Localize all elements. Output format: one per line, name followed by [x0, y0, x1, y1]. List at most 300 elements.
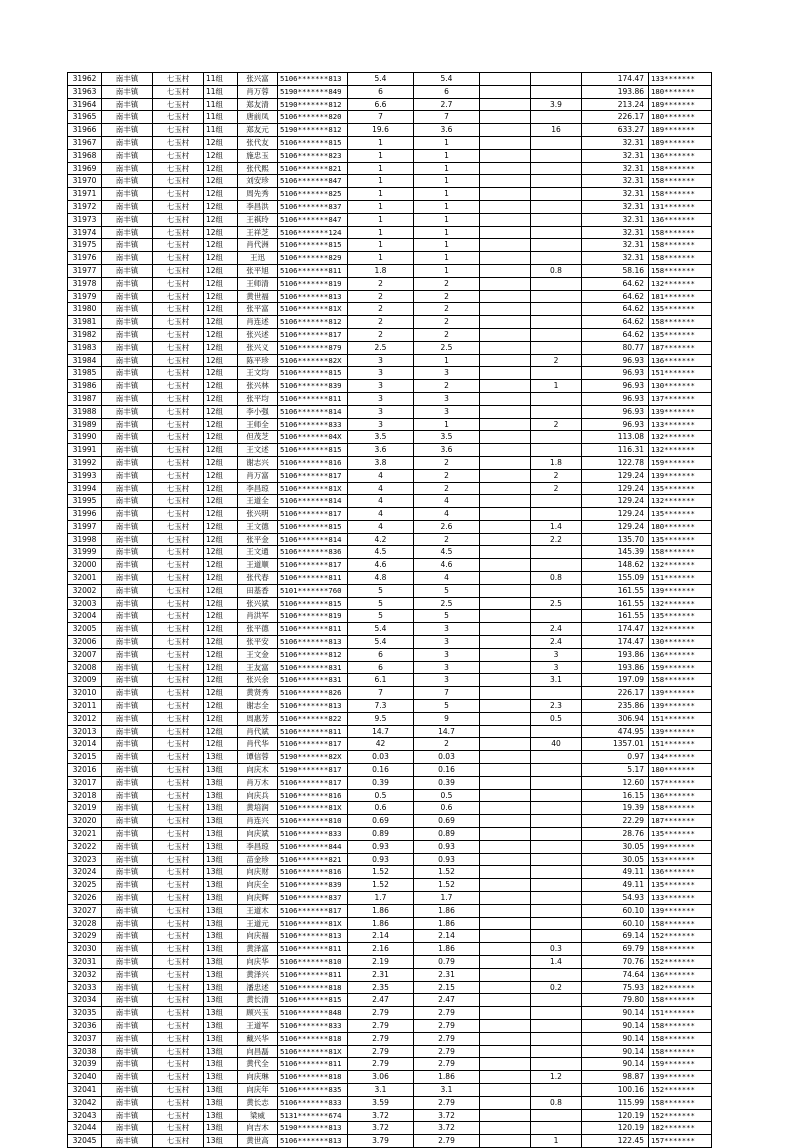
village-cell: 七玉村	[153, 1071, 204, 1084]
table-row	[68, 700, 712, 713]
area-total-cell: 1.86	[348, 917, 414, 930]
amount-cell: 30.05	[582, 853, 649, 866]
name-cell: 张平德	[238, 623, 278, 636]
town-cell: 南丰镇	[102, 226, 153, 239]
row-number: 32024	[68, 866, 102, 879]
name-cell: 王文德	[238, 520, 278, 533]
phone-cell: 158*******	[649, 252, 712, 265]
area-b-cell	[480, 853, 531, 866]
name-cell: 戴兴华	[238, 1032, 278, 1045]
id-number-cell: 5106*******836	[278, 546, 348, 559]
id-number-cell: 5106*******811	[278, 968, 348, 981]
area-b-cell	[480, 1071, 531, 1084]
area-b-cell	[480, 136, 531, 149]
id-number-cell: 5106*******816	[278, 866, 348, 879]
area-total-cell: 5	[348, 610, 414, 623]
amount-cell: 49.11	[582, 879, 649, 892]
town-cell: 南丰镇	[102, 738, 153, 751]
group-cell: 13组	[204, 751, 238, 764]
table-row	[68, 853, 712, 866]
id-number-cell: 5106*******816	[278, 456, 348, 469]
row-number: 31985	[68, 367, 102, 380]
group-cell: 12组	[204, 648, 238, 661]
town-cell: 南丰镇	[102, 367, 153, 380]
area-a-cell: 0.69	[414, 815, 480, 828]
table-row	[68, 392, 712, 405]
phone-cell: 139*******	[649, 687, 712, 700]
name-cell: 郑友元	[238, 124, 278, 137]
id-number-cell: 5106*******815	[278, 136, 348, 149]
table-row	[68, 73, 712, 86]
area-total-cell: 2.79	[348, 1019, 414, 1032]
area-total-cell: 3	[348, 354, 414, 367]
area-c-cell	[531, 559, 582, 572]
name-cell: 李昌琼	[238, 840, 278, 853]
area-b-cell	[480, 175, 531, 188]
village-cell: 七玉村	[153, 815, 204, 828]
area-total-cell: 2.31	[348, 968, 414, 981]
area-total-cell: 19.6	[348, 124, 414, 137]
group-cell: 13组	[204, 1045, 238, 1058]
name-cell: 王文均	[238, 367, 278, 380]
id-number-cell: 5106*******813	[278, 636, 348, 649]
area-b-cell	[480, 764, 531, 777]
name-cell: 但茂芝	[238, 431, 278, 444]
amount-cell: 30.05	[582, 840, 649, 853]
area-b-cell	[480, 687, 531, 700]
area-total-cell: 0.6	[348, 802, 414, 815]
area-c-cell	[531, 994, 582, 1007]
row-number: 31970	[68, 175, 102, 188]
area-b-cell	[480, 776, 531, 789]
town-cell: 南丰镇	[102, 456, 153, 469]
area-c-cell: 2.3	[531, 700, 582, 713]
area-a-cell: 1.86	[414, 943, 480, 956]
area-c-cell: 2	[531, 469, 582, 482]
phone-cell: 153*******	[649, 853, 712, 866]
area-total-cell: 42	[348, 738, 414, 751]
group-cell: 12组	[204, 533, 238, 546]
id-number-cell: 5106*******821	[278, 853, 348, 866]
area-c-cell	[531, 73, 582, 86]
name-cell: 张平均	[238, 392, 278, 405]
area-a-cell: 0.89	[414, 828, 480, 841]
group-cell: 13组	[204, 815, 238, 828]
village-cell: 七玉村	[153, 1019, 204, 1032]
amount-cell: 174.47	[582, 623, 649, 636]
town-cell: 南丰镇	[102, 85, 153, 98]
area-c-cell	[531, 725, 582, 738]
area-c-cell: 40	[531, 738, 582, 751]
row-number: 32015	[68, 751, 102, 764]
area-b-cell	[480, 866, 531, 879]
phone-cell: 151*******	[649, 1007, 712, 1020]
row-number: 31991	[68, 444, 102, 457]
amount-cell: 60.10	[582, 917, 649, 930]
amount-cell: 96.93	[582, 392, 649, 405]
group-cell: 13组	[204, 802, 238, 815]
name-cell: 苗金珍	[238, 853, 278, 866]
area-b-cell	[480, 546, 531, 559]
group-cell: 12组	[204, 418, 238, 431]
phone-cell: 158*******	[649, 1045, 712, 1058]
row-number: 31974	[68, 226, 102, 239]
amount-cell: 22.29	[582, 815, 649, 828]
area-a-cell: 2	[414, 328, 480, 341]
area-a-cell: 3	[414, 636, 480, 649]
name-cell: 黄长志	[238, 1096, 278, 1109]
amount-cell: 74.64	[582, 968, 649, 981]
village-cell: 七玉村	[153, 981, 204, 994]
area-b-cell	[480, 149, 531, 162]
amount-cell: 113.08	[582, 431, 649, 444]
area-b-cell	[480, 456, 531, 469]
row-number: 32014	[68, 738, 102, 751]
phone-cell: 135*******	[649, 828, 712, 841]
id-number-cell: 5101*******760	[278, 584, 348, 597]
table-row	[68, 981, 712, 994]
id-number-cell: 5106*******833	[278, 1019, 348, 1032]
area-c-cell	[531, 200, 582, 213]
id-number-cell: 5190*******817	[278, 764, 348, 777]
village-cell: 七玉村	[153, 623, 204, 636]
row-number: 32033	[68, 981, 102, 994]
area-b-cell	[480, 316, 531, 329]
name-cell: 张兴述	[238, 328, 278, 341]
village-cell: 七玉村	[153, 892, 204, 905]
town-cell: 南丰镇	[102, 674, 153, 687]
village-cell: 七玉村	[153, 175, 204, 188]
name-cell: 肖万富	[238, 469, 278, 482]
table-row	[68, 674, 712, 687]
name-cell: 王道全	[238, 495, 278, 508]
row-number: 32041	[68, 1083, 102, 1096]
area-total-cell: 0.89	[348, 828, 414, 841]
row-number: 32004	[68, 610, 102, 623]
area-c-cell	[531, 610, 582, 623]
group-cell: 12组	[204, 188, 238, 201]
id-number-cell: 5106*******835	[278, 1083, 348, 1096]
table-row	[68, 162, 712, 175]
phone-cell: 136*******	[649, 213, 712, 226]
name-cell: 黄贤秀	[238, 687, 278, 700]
area-total-cell: 1	[348, 175, 414, 188]
row-number: 32008	[68, 661, 102, 674]
town-cell: 南丰镇	[102, 1083, 153, 1096]
amount-cell: 0.97	[582, 751, 649, 764]
name-cell: 张平富	[238, 303, 278, 316]
town-cell: 南丰镇	[102, 124, 153, 137]
village-cell: 七玉村	[153, 303, 204, 316]
area-b-cell	[480, 200, 531, 213]
row-number: 31980	[68, 303, 102, 316]
town-cell: 南丰镇	[102, 994, 153, 1007]
area-total-cell: 2.5	[348, 341, 414, 354]
area-a-cell: 0.93	[414, 853, 480, 866]
table-row	[68, 866, 712, 879]
area-total-cell: 3.79	[348, 1135, 414, 1148]
table-row	[68, 226, 712, 239]
row-number: 32021	[68, 828, 102, 841]
area-total-cell: 3.6	[348, 444, 414, 457]
area-total-cell: 1.86	[348, 904, 414, 917]
row-number: 32025	[68, 879, 102, 892]
row-number: 31999	[68, 546, 102, 559]
area-c-cell	[531, 892, 582, 905]
amount-cell: 226.17	[582, 111, 649, 124]
town-cell: 南丰镇	[102, 1007, 153, 1020]
area-b-cell	[480, 239, 531, 252]
row-number: 32022	[68, 840, 102, 853]
table-row	[68, 380, 712, 393]
amount-cell: 90.14	[582, 1045, 649, 1058]
village-cell: 七玉村	[153, 508, 204, 521]
amount-cell: 5.17	[582, 764, 649, 777]
id-number-cell: 5106*******815	[278, 239, 348, 252]
amount-cell: 64.62	[582, 303, 649, 316]
table-row	[68, 1096, 712, 1109]
amount-cell: 161.55	[582, 610, 649, 623]
phone-cell: 157*******	[649, 1135, 712, 1148]
town-cell: 南丰镇	[102, 200, 153, 213]
area-c-cell	[531, 1083, 582, 1096]
table-row	[68, 892, 712, 905]
village-cell: 七玉村	[153, 955, 204, 968]
row-number: 32016	[68, 764, 102, 777]
area-c-cell	[531, 392, 582, 405]
area-b-cell	[480, 431, 531, 444]
table-row	[68, 687, 712, 700]
group-cell: 13组	[204, 1007, 238, 1020]
amount-cell: 633.27	[582, 124, 649, 137]
town-cell: 南丰镇	[102, 162, 153, 175]
table-row	[68, 252, 712, 265]
phone-cell: 132*******	[649, 623, 712, 636]
village-cell: 七玉村	[153, 1007, 204, 1020]
row-number: 32044	[68, 1122, 102, 1135]
town-cell: 南丰镇	[102, 840, 153, 853]
area-a-cell: 4.5	[414, 546, 480, 559]
village-cell: 七玉村	[153, 149, 204, 162]
area-b-cell	[480, 981, 531, 994]
phone-cell: 139*******	[649, 700, 712, 713]
row-number: 31989	[68, 418, 102, 431]
id-number-cell: 5106*******813	[278, 290, 348, 303]
table-row	[68, 316, 712, 329]
village-cell: 七玉村	[153, 802, 204, 815]
town-cell: 南丰镇	[102, 316, 153, 329]
area-a-cell: 3.72	[414, 1109, 480, 1122]
area-a-cell: 1.52	[414, 879, 480, 892]
table-row	[68, 661, 712, 674]
area-a-cell: 2.6	[414, 520, 480, 533]
phone-cell: 132*******	[649, 277, 712, 290]
group-cell: 13组	[204, 776, 238, 789]
group-cell: 12组	[204, 277, 238, 290]
group-cell: 12组	[204, 264, 238, 277]
group-cell: 13组	[204, 1083, 238, 1096]
amount-cell: 96.93	[582, 367, 649, 380]
area-b-cell	[480, 623, 531, 636]
area-a-cell: 1	[414, 162, 480, 175]
phone-cell: 187*******	[649, 341, 712, 354]
row-number: 32018	[68, 789, 102, 802]
name-cell: 王道顺	[238, 559, 278, 572]
group-cell: 13组	[204, 840, 238, 853]
row-number: 32031	[68, 955, 102, 968]
town-cell: 南丰镇	[102, 111, 153, 124]
village-cell: 七玉村	[153, 584, 204, 597]
id-number-cell: 5106*******825	[278, 188, 348, 201]
id-number-cell: 5106*******839	[278, 879, 348, 892]
area-c-cell	[531, 277, 582, 290]
area-c-cell	[531, 508, 582, 521]
group-cell: 12组	[204, 226, 238, 239]
area-c-cell	[531, 789, 582, 802]
area-c-cell: 2.2	[531, 533, 582, 546]
phone-cell: 132*******	[649, 444, 712, 457]
area-b-cell	[480, 828, 531, 841]
area-c-cell: 1.2	[531, 1071, 582, 1084]
name-cell: 李昌洪	[238, 200, 278, 213]
row-number: 32045	[68, 1135, 102, 1148]
area-b-cell	[480, 1109, 531, 1122]
row-number: 31976	[68, 252, 102, 265]
area-b-cell	[480, 444, 531, 457]
amount-cell: 69.79	[582, 943, 649, 956]
phone-cell: 132*******	[649, 495, 712, 508]
town-cell: 南丰镇	[102, 584, 153, 597]
phone-cell: 189*******	[649, 124, 712, 137]
area-a-cell: 3	[414, 392, 480, 405]
table-row	[68, 418, 712, 431]
area-b-cell	[480, 482, 531, 495]
phone-cell: 158*******	[649, 1032, 712, 1045]
amount-cell: 90.14	[582, 1058, 649, 1071]
id-number-cell: 5106*******815	[278, 444, 348, 457]
table-row	[68, 1045, 712, 1058]
village-cell: 七玉村	[153, 73, 204, 86]
id-number-cell: 5106*******823	[278, 149, 348, 162]
village-cell: 七玉村	[153, 239, 204, 252]
town-cell: 南丰镇	[102, 687, 153, 700]
area-c-cell: 3	[531, 648, 582, 661]
group-cell: 12组	[204, 405, 238, 418]
table-row	[68, 636, 712, 649]
area-a-cell: 2.79	[414, 1135, 480, 1148]
table-row	[68, 840, 712, 853]
town-cell: 南丰镇	[102, 264, 153, 277]
town-cell: 南丰镇	[102, 828, 153, 841]
area-b-cell	[480, 802, 531, 815]
village-cell: 七玉村	[153, 1045, 204, 1058]
area-c-cell	[531, 1058, 582, 1071]
phone-cell: 130*******	[649, 380, 712, 393]
area-a-cell: 2.31	[414, 968, 480, 981]
id-number-cell: 5106*******816	[278, 789, 348, 802]
town-cell: 南丰镇	[102, 136, 153, 149]
area-b-cell	[480, 495, 531, 508]
name-cell: 张兴明	[238, 508, 278, 521]
name-cell: 王祥芝	[238, 226, 278, 239]
table-row	[68, 994, 712, 1007]
amount-cell: 64.62	[582, 277, 649, 290]
amount-cell: 135.70	[582, 533, 649, 546]
area-c-cell	[531, 968, 582, 981]
name-cell: 肖洪军	[238, 610, 278, 623]
phone-cell: 182*******	[649, 1122, 712, 1135]
area-a-cell: 1.86	[414, 917, 480, 930]
name-cell: 唐前凤	[238, 111, 278, 124]
group-cell: 13组	[204, 789, 238, 802]
id-number-cell: 5106*******812	[278, 648, 348, 661]
amount-cell: 32.31	[582, 149, 649, 162]
area-a-cell: 1.86	[414, 1071, 480, 1084]
area-b-cell	[480, 111, 531, 124]
phone-cell: 133*******	[649, 73, 712, 86]
amount-cell: 1357.01	[582, 738, 649, 751]
name-cell: 黄世高	[238, 1135, 278, 1148]
town-cell: 南丰镇	[102, 520, 153, 533]
amount-cell: 16.15	[582, 789, 649, 802]
row-number: 31977	[68, 264, 102, 277]
phone-cell: 152*******	[649, 955, 712, 968]
id-number-cell: 5106*******820	[278, 111, 348, 124]
town-cell: 南丰镇	[102, 1071, 153, 1084]
row-number: 31990	[68, 431, 102, 444]
name-cell: 向庆全	[238, 879, 278, 892]
area-b-cell	[480, 162, 531, 175]
name-cell: 张兴富	[238, 73, 278, 86]
phone-cell: 199*******	[649, 840, 712, 853]
group-cell: 11组	[204, 73, 238, 86]
id-number-cell: 5106*******811	[278, 392, 348, 405]
id-number-cell: 5106*******811	[278, 1058, 348, 1071]
group-cell: 12组	[204, 290, 238, 303]
area-total-cell: 3.72	[348, 1122, 414, 1135]
group-cell: 13组	[204, 943, 238, 956]
id-number-cell: 5106*******811	[278, 572, 348, 585]
area-total-cell: 2.19	[348, 955, 414, 968]
amount-cell: 32.31	[582, 239, 649, 252]
table-row	[68, 712, 712, 725]
area-total-cell: 5	[348, 584, 414, 597]
area-c-cell	[531, 904, 582, 917]
group-cell: 13组	[204, 853, 238, 866]
table-row	[68, 904, 712, 917]
name-cell: 黄代全	[238, 1058, 278, 1071]
group-cell: 12组	[204, 623, 238, 636]
town-cell: 南丰镇	[102, 175, 153, 188]
phone-cell: 132*******	[649, 559, 712, 572]
area-b-cell	[480, 1007, 531, 1020]
area-a-cell: 1	[414, 264, 480, 277]
group-cell: 12组	[204, 482, 238, 495]
amount-cell: 226.17	[582, 687, 649, 700]
village-cell: 七玉村	[153, 840, 204, 853]
area-total-cell: 2.47	[348, 994, 414, 1007]
id-number-cell: 5106*******839	[278, 380, 348, 393]
area-c-cell: 3.1	[531, 674, 582, 687]
village-cell: 七玉村	[153, 930, 204, 943]
id-number-cell: 5106*******813	[278, 73, 348, 86]
area-b-cell	[480, 367, 531, 380]
area-total-cell: 3.06	[348, 1071, 414, 1084]
area-total-cell: 2	[348, 277, 414, 290]
group-cell: 12组	[204, 431, 238, 444]
table-row	[68, 1083, 712, 1096]
area-total-cell: 2.35	[348, 981, 414, 994]
